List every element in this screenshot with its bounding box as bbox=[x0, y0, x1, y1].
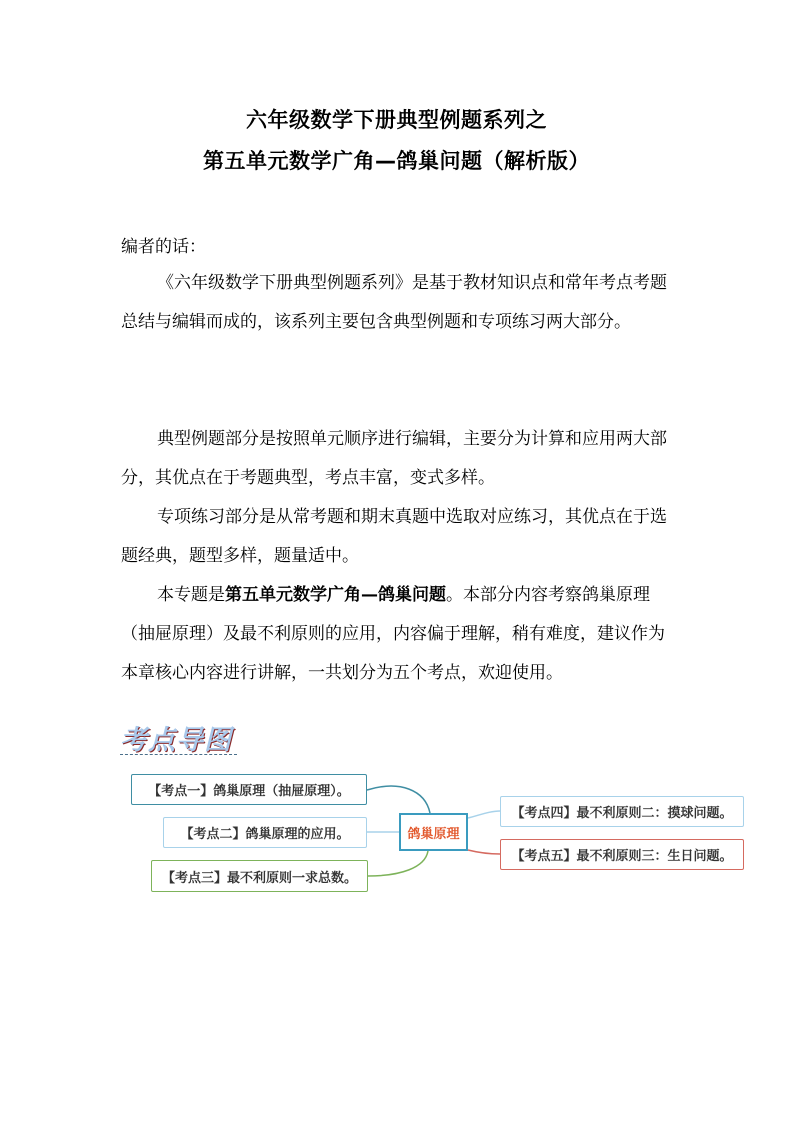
preface-paragraph-3 bbox=[121, 498, 676, 576]
preface-paragraph-4-prefix: 本专题是 bbox=[157, 585, 225, 605]
preface-paragraph-2 bbox=[121, 420, 676, 498]
topic-name-bold: 第五单元数学广角—鸽巢问题 bbox=[225, 585, 446, 605]
mindmap-section-title: 考点导图 bbox=[120, 725, 232, 756]
document-title-line1: 六年级数学下册典型例题系列之 bbox=[246, 108, 547, 132]
preface-paragraph-4 bbox=[121, 576, 676, 693]
preface-paragraph-2-text: 典型例题部分是按照单元顺序进行编辑，主要分为计算和应用两大部分，其优点在于考题典型，考点丰富，变式多样。 bbox=[121, 429, 667, 488]
preface-paragraph-1 bbox=[121, 264, 676, 342]
preface-label: 编者的话： bbox=[121, 237, 206, 257]
preface-paragraph-4-suffix: 。本部分内容考察鸽巢原理（抽屉原理）及最不利原则的应用，内容偏于理解，稍有难度，建议作为本章核心内容进行讲解，一共划分为五个考点，欢迎使用。 bbox=[121, 585, 665, 683]
mindmap-center-node: 鸽巢原理 bbox=[399, 813, 468, 851]
document-title-line2: 第五单元数学广角—鸽巢问题（解析版） bbox=[203, 149, 590, 173]
preface-paragraph-3-text: 专项练习部分是从常考题和期末真题中选取对应练习，其优点在于选题经典，题型多样，题量适中。 bbox=[121, 507, 667, 566]
mindmap-node-4: 【考点四】最不利原则二：摸球问题。 bbox=[500, 796, 744, 827]
mindmap-node-2: 【考点二】鸽巢原理的应用。 bbox=[163, 817, 367, 848]
mindmap-node-5: 【考点五】最不利原则三：生日问题。 bbox=[500, 839, 744, 870]
mindmap-title-underline bbox=[120, 754, 237, 755]
mindmap-node-3: 【考点三】最不利原则一求总数。 bbox=[151, 860, 368, 892]
preface-paragraph-1-text: 《六年级数学下册典型例题系列》是基于教材知识点和常年考点考题总结与编辑而成的，该系列主要包含典型例题和专项练习两大部分。 bbox=[121, 273, 667, 332]
mindmap-node-1: 【考点一】鸽巢原理（抽屉原理）。 bbox=[131, 774, 367, 805]
